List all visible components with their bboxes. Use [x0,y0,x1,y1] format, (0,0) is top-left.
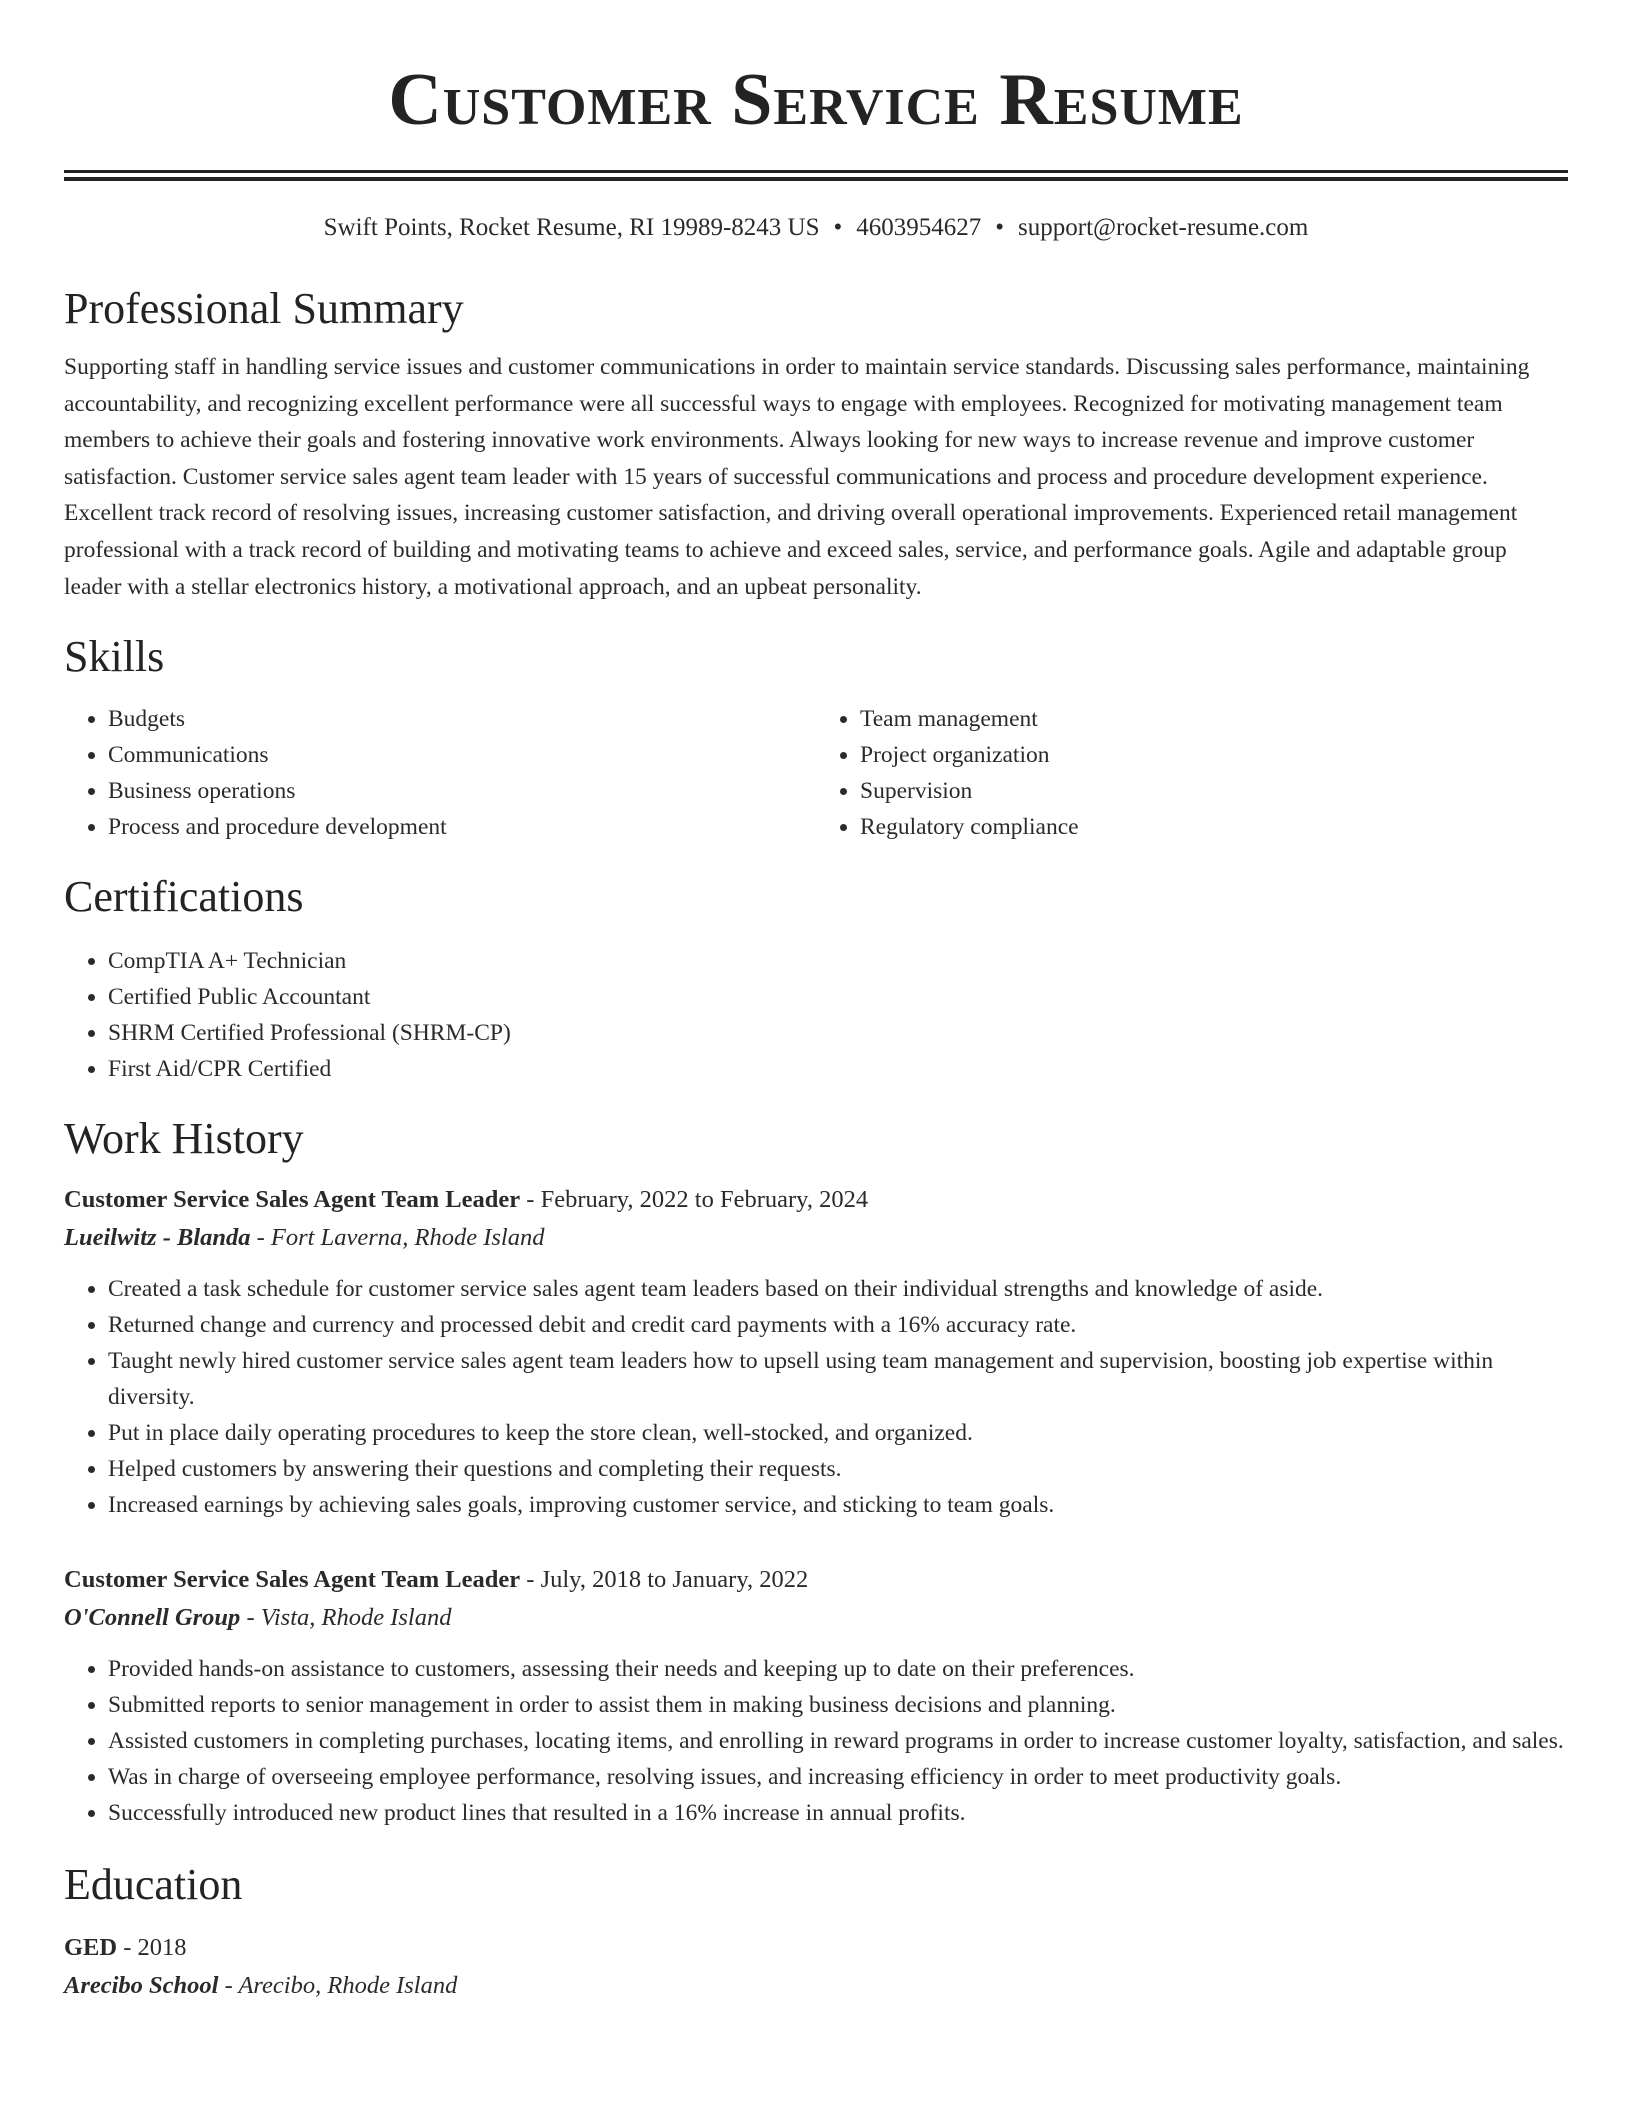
contact-separator: • [995,214,1005,241]
contact-line [64,211,1568,245]
skill-item: • Budgets [108,701,816,737]
job-bullets [64,1271,1568,1523]
job-company-line [64,1219,1568,1257]
resume-title: Customer Service Resume [388,59,1244,141]
skill-item: • Business operations [108,773,816,809]
skills-heading: Skills [64,632,165,682]
education-heading: Education [64,1860,243,1910]
job-title-line [64,1561,1568,1599]
job-title: Customer Service Sales Agent Team Leader [64,1566,521,1594]
job-bullet: • Successfully introduced new product lines that resulted in a 16% increase in annual profits. [108,1795,1568,1831]
skill-item: • Process and procedure development [108,809,816,845]
contact-separator: • [833,214,843,241]
skill-item: • Regulatory compliance [860,809,1568,845]
job-bullet: • Was in charge of overseeing employee performance, resolving issues, and increasing efficiency in order to meet productivity goals. [108,1759,1568,1795]
job-location: - Vista, Rhode Island [240,1604,452,1632]
job-bullet: • Taught newly hired customer service sales agent team leaders how to upsell using team management and supervision, boosting job expertise within diversity. [108,1343,1568,1415]
education-degree-line [64,1929,1568,1967]
job-entry [64,1181,1568,1523]
job-dates: - July, 2018 to January, 2022 [520,1566,809,1594]
education-year: - 2018 [117,1934,187,1962]
skill-item: • Communications [108,737,816,773]
contact-email: support@rocket-resume.com [1018,214,1309,241]
skills-column-left [64,701,816,845]
job-company-line [64,1599,1568,1637]
job-bullet: • Assisted customers in completing purchases, locating items, and enrolling in reward programs in order to increase customer loyalty, satisfaction, and sales. [108,1723,1568,1759]
job-bullet: • Returned change and currency and processed debit and credit card payments with a 16% accuracy rate. [108,1307,1568,1343]
job-title: Customer Service Sales Agent Team Leader [64,1186,521,1214]
certifications-heading: Certifications [64,872,304,922]
contact-phone: 4603954627 [856,214,982,241]
title-double-rule [64,170,1568,181]
education-school: Arecibo School [64,1972,219,2000]
job-company: Lueilwitz - Blanda [64,1224,251,1252]
certification-item: • SHRM Certified Professional (SHRM-CP) [108,1015,1568,1051]
certification-item: • First Aid/CPR Certified [108,1051,1568,1087]
certification-item: • CompTIA A+ Technician [108,943,1568,979]
job-bullet: • Provided hands-on assistance to customers, assessing their needs and keeping up to date on their preferences. [108,1651,1568,1687]
work-history-heading: Work History [64,1114,304,1164]
certification-item: • Certified Public Accountant [108,979,1568,1015]
job-location: - Fort Laverna, Rhode Island [250,1224,545,1252]
education-entry [64,1929,1568,2005]
summary-heading: Professional Summary [64,284,464,333]
job-bullet: • Put in place daily operating procedures to keep the store clean, well-stocked, and organized. [108,1415,1568,1451]
summary-text: Supporting staff in handling service issues and customer communications in order to maintain service standards. Discussing sales performance, maintaining accountability, and recognizing excellent performance were all successful ways to engage with employees. Recognized for motivating management team members to achieve their goals and fostering innovative work environments. Always looking for new ways to increase revenue and improve customer satisfaction. Customer service sales agent team leader with 15 years of successful communications and process and procedure development experience. Excellent track record of resolving issues, increasing customer satisfaction, and driving overall operational improvements. Experienced retail management professional with a track record of building and motivating teams to achieve and exceed sales, service, and performance goals. Agile and adaptable group leader with a stellar electronics history, a motivational approach, and an upbeat personality. [64,354,1530,600]
skills-list [64,701,1568,845]
job-bullet: • Created a task schedule for customer service sales agent team leaders based on their individual strengths and knowledge of aside. [108,1271,1568,1307]
skill-item: • Supervision [860,773,1568,809]
skill-item: • Project organization [860,737,1568,773]
education-degree: GED [64,1934,118,1962]
certifications-list [64,943,1568,1087]
job-bullet: • Helped customers by answering their questions and completing their requests. [108,1451,1568,1487]
skill-item: • Team management [860,701,1568,737]
contact-address: Swift Points, Rocket Resume, RI 19989-8243 US [323,214,820,241]
job-dates: - February, 2022 to February, 2024 [520,1186,869,1214]
job-bullets [64,1651,1568,1831]
job-company: O'Connell Group [64,1604,241,1632]
job-bullet: • Increased earnings by achieving sales goals, improving customer service, and sticking to team goals. [108,1487,1568,1523]
education-location: - Arecibo, Rhode Island [218,1972,458,2000]
education-school-line [64,1967,1568,2005]
skills-column-right [816,701,1568,845]
job-entry [64,1561,1568,1831]
job-title-line [64,1181,1568,1219]
job-bullet: • Submitted reports to senior management in order to assist them in making business decisions and planning. [108,1687,1568,1723]
